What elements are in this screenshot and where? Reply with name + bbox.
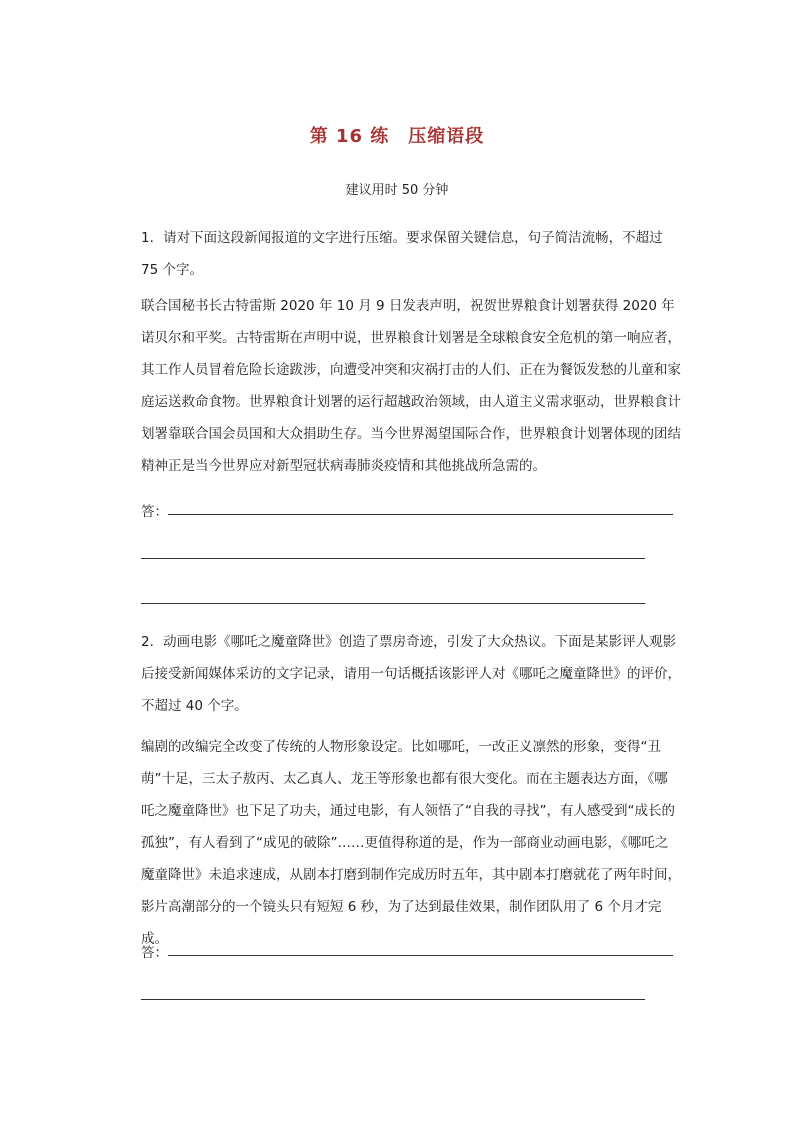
question-1-answer-line-3[interactable] — [141, 603, 645, 604]
question-1-answer-line-2[interactable] — [141, 558, 645, 559]
question-2-prompt: 2．动画电影《哪吒之魔童降世》创造了票房奇迹，引发了大众热议。下面是某影评人观影后接受新闻媒体采访的文字记录，请用一句话概括该影评人对《哪吒之魔童降世》的评价，不超过 40 个字。 — [141, 634, 681, 714]
question-1-answer-label: 答： — [141, 504, 168, 520]
question-2-answer-line-1[interactable] — [168, 955, 673, 956]
question-1-answer-line-1[interactable] — [168, 514, 673, 515]
question-2-answer-label: 答： — [141, 945, 168, 961]
page-title: 第 16 练 压缩语段 — [309, 126, 485, 147]
question-2-passage: 编剧的改编完全改变了传统的人物形象设定。比如哪吒，一改正义凛然的形象，变得“丑萌”十足，三太子敖丙、太乙真人、龙王等形象也都有很大变化。而在主题表达方面，《哪吒之魔童降世》也下足了功夫，通过电影，有人领悟了“自我的寻找”，有人感受到“成长的孤独”，有人看到了“成见的破除”……更值得称道的是，作为一部商业动画电影，《哪吒之魔童降世》未追求速成，从剧本打磨到制作完成历时五年，其中剧本打磨就花了两年时间，影片高潮部分的一个镜头只有短短 6 秒，为了达到最佳效果，制作团队用了 6 个月才完成。 — [141, 739, 681, 947]
page-subtitle: 建议用时 50 分钟 — [345, 183, 449, 198]
question-2-answer-line-2[interactable] — [141, 999, 645, 1000]
question-1-passage: 联合国秘书长古特雷斯 2020 年 10 月 9 日发表声明，祝贺世界粮食计划署获得 2020 年诺贝尔和平奖。古特雷斯在声明中说，世界粮食计划署是全球粮食安全危机的第一响应者，其工作人员冒着危险长途跋涉，向遭受冲突和灾祸打击的人们、正在为餐饭发愁的儿童和家庭运送救命食物。世界粮食计划署的运行超越政治领域，由人道主义需求驱动，世界粮食计划署靠联合国会员国和大众捐助生存。当今世界渴望国际合作，世界粮食计划署体现的团结精神正是当今世界应对新型冠状病毒肺炎疫情和其他挑战所急需的。 — [141, 298, 681, 474]
question-1-prompt: 1．请对下面这段新闻报道的文字进行压缩。要求保留关键信息，句子简洁流畅，不超过 75 个字。 — [141, 230, 663, 278]
